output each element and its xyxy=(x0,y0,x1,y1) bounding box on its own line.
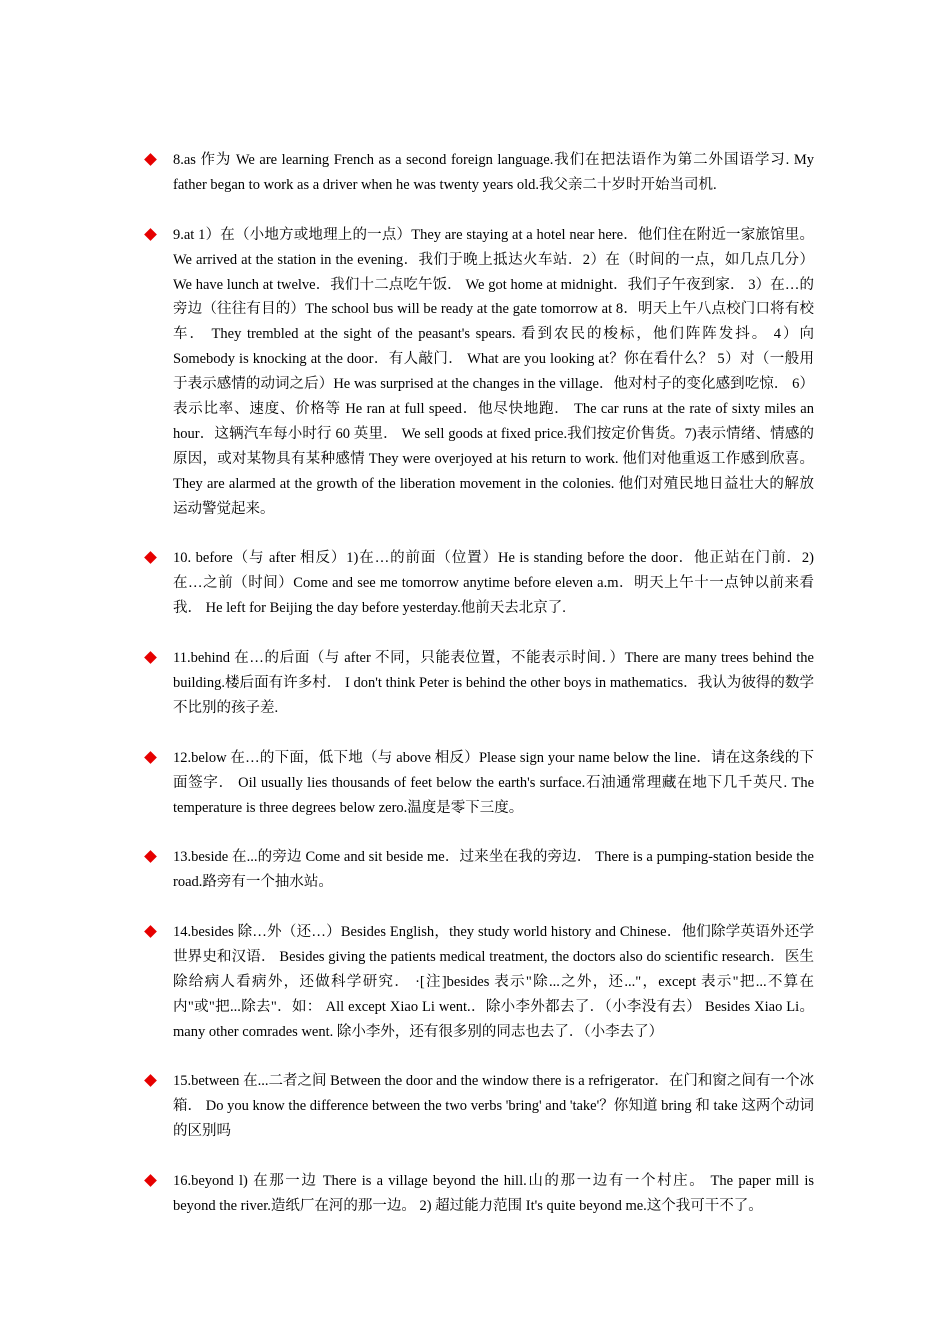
entry-list xyxy=(144,148,814,1244)
entry-between xyxy=(144,1069,814,1144)
entry-at xyxy=(144,223,814,522)
red-diamond-icon xyxy=(144,1075,157,1088)
red-diamond-icon xyxy=(144,850,157,863)
entry-text: 12.below 在…的下面，低下地（与 above 相反）Please sign your name below the line．请在这条线的下面签字． Oil usually lies thousands of feet below the earth's surface.石油通常理藏在地下几千英尺. The temperature is three degrees below zero.温度是零下三度。 xyxy=(173,749,814,816)
entry-text: 9.at 1）在（小地方或地理上的一点）They are staying at a hotel near here．他们住在附近一家旅馆里。 We arrived at the station in the evening．我们于晚上抵达火车站．2）在（时间的一点，如几点几分）We have lunch at twelve．我们十二点吃午饭． We got home at midnight．我们子午夜到家． 3）在…的旁边（往往有目的）The school bus will be ready at the gate tomorrow at 8．明天上午八点校门口将有校车． They trembled at the sight of the peasant's spears. 看到农民的梭标，他们阵阵发抖。 4）向 Somebody is knocking at the door．有人敲门． What are you looking at？你在看什么？ 5）对（一般用于表示感情的动词之后）He was surprised at the changes in the village．他对村子的变化感到吃惊． 6）表示比率、速度、价格等 He ran at full speed．他尽快地跑． The car runs at the rate of sixty miles an hour．这辆汽车每小时行 60 英里． We sell goods at fixed price.我们按定价售货。7)表示情绪、情感的原因，或对某物具有某种感情 They were overjoyed at his return to work. 他们对他重返工作感到欣喜。 They are alarmed at the growth of the liberation movement in the colonies. 他们对殖民地日益壮大的解放运动警觉起来。 xyxy=(173,226,814,517)
red-diamond-icon xyxy=(144,552,157,565)
entry-behind xyxy=(144,646,814,721)
entry-text: 8.as 作为 We are learning French as a second foreign language.我们在把法语作为第二外国语学习. My father began to work as a driver when he was twenty years old.我父亲二十岁时开始当司机. xyxy=(173,152,814,193)
entry-besides xyxy=(144,920,814,1045)
entry-as xyxy=(144,148,814,198)
red-diamond-icon xyxy=(144,153,157,166)
entry-before xyxy=(144,546,814,621)
entry-text: 15.between 在...二者之间 Between the door and the window there is a refrigerator．在门和窗之间有一个冰箱． Do you know the difference between the two verbs 'bring' and 'take'？你知道 bring 和 take 这两个动词的区别吗 xyxy=(173,1073,814,1140)
entry-beside xyxy=(144,845,814,895)
red-diamond-icon xyxy=(144,228,157,241)
red-diamond-icon xyxy=(144,1174,157,1187)
entry-text: 14.besides 除…外（还…）Besides English，they study world history and Chinese．他们除学英语外还学世界史和汉语． Besides giving the patients medical treatment, the doctors also do scientific research．医生除给病人看病外，还做科学研究． ·[注]besides 表示"除...之外，还..."，except 表示"把...不算在内"或"把...除去"．如： All except Xiao Li went.．除小李外都去了．（小李没有去） Besides Xiao Li。 many other comrades went. 除小李外，还有很多别的同志也去了．（小李去了） xyxy=(173,924,814,1040)
red-diamond-icon xyxy=(144,651,157,664)
entry-text: 16.beyond l) 在那一边 There is a village beyond the hill.山的那一边有一个村庄。 The paper mill is beyond the river.造纸厂在河的那一边。 2) 超过能力范围 It's quite beyond me.这个我可干不了。 xyxy=(173,1173,814,1214)
entry-text: 10. before（与 after 相反）1)在…的前面（位置）He is standing before the door．他正站在门前．2) 在…之前（时间）Come and see me tomorrow anytime before eleven a.m．明天上午十一点钟以前来看我． He left for Beijing the day before yesterday.他前天去北京了. xyxy=(173,550,814,617)
entry-beyond xyxy=(144,1169,814,1219)
entry-text: 11.behind 在…的后面（与 after 不同，只能表位置，不能表示时间．）There are many trees behind the building.楼后面有许多村． I don't think Peter is behind the other boys in mathematics．我认为彼得的数学不比别的孩子差. xyxy=(173,650,814,716)
red-diamond-icon xyxy=(144,925,157,938)
entry-below xyxy=(144,746,814,821)
red-diamond-icon xyxy=(144,751,157,764)
entry-text: 13.beside 在...的旁边 Come and sit beside me．过来坐在我的旁边． There is a pumping-station beside the road.路旁有一个抽水站。 xyxy=(173,849,814,891)
